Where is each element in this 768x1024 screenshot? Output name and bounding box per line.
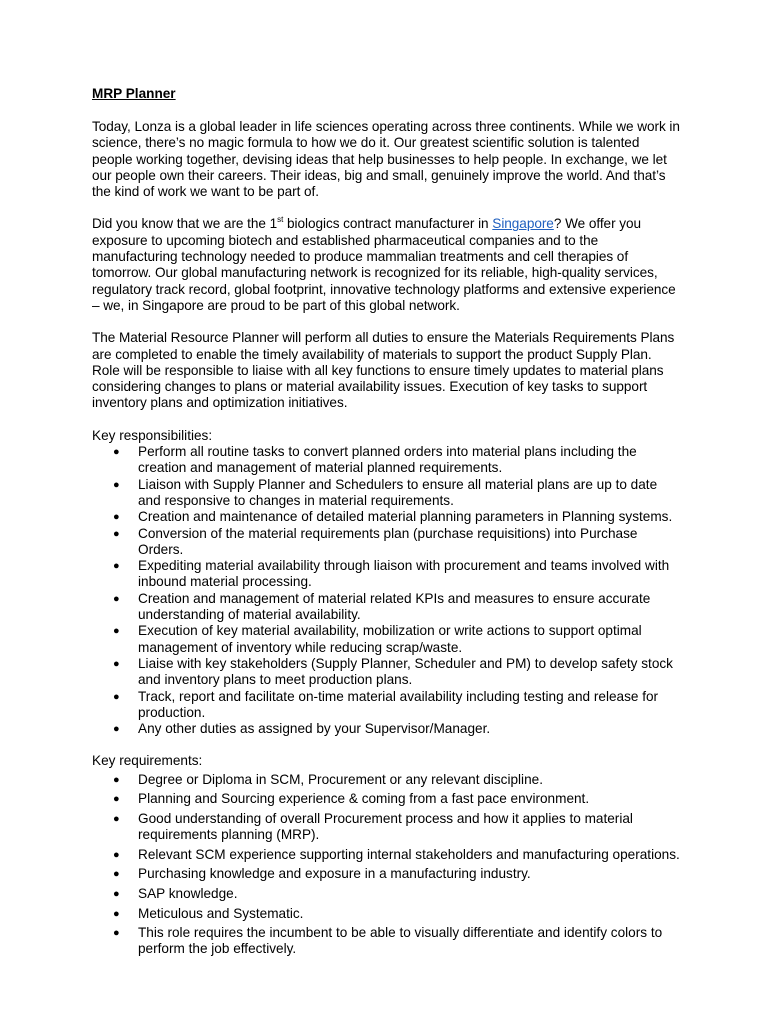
list-item-text: Planning and Sourcing experience & coming from a fast pace environment. bbox=[138, 791, 590, 807]
bullet-icon: ● bbox=[113, 723, 120, 736]
bullet-icon: ● bbox=[113, 848, 120, 861]
bullet-icon: ● bbox=[113, 446, 120, 459]
para2-post: ? We offer you exposure to upcoming biotech and established pharmaceutical companies and to the manufacturing technology needed to produce mammalian treatments and cell therapies of tomorrow. Our global manufacturing network is recognized for its reliable, high-quality services, regulatory track record, global footprint, innovative technology platforms and extensive experience – we, in Singapore are proud to be part of this global network. bbox=[92, 216, 676, 313]
requirements-list bbox=[92, 772, 680, 958]
bullet-icon: ● bbox=[113, 812, 120, 825]
bullet-icon: ● bbox=[113, 592, 120, 605]
list-item-text: Conversion of the material requirements plan (purchase requisitions) into Purchase Orders. bbox=[138, 525, 638, 557]
bullet-icon: ● bbox=[113, 657, 120, 670]
list-item-text: Creation and management of material related KPIs and measures to ensure accurate understanding of material availability. bbox=[138, 590, 651, 623]
list-item-text: Good understanding of overall Procurement process and how it applies to material requirements planning (MRP). bbox=[138, 810, 633, 843]
list-item-text: Purchasing knowledge and exposure in a manufacturing industry. bbox=[138, 866, 531, 882]
list-item bbox=[92, 925, 680, 958]
list-item-text: This role requires the incumbent to be able to visually differentiate and identify colors to perform the job effectively. bbox=[138, 925, 663, 957]
list-item bbox=[92, 721, 680, 737]
list-item bbox=[92, 847, 680, 863]
singapore-link[interactable]: Singapore bbox=[492, 216, 554, 232]
bullet-icon: ● bbox=[113, 793, 120, 806]
page-title: MRP Planner bbox=[92, 86, 176, 101]
list-item-text: Meticulous and Systematic. bbox=[138, 905, 304, 921]
ordinal-suffix: st bbox=[277, 214, 284, 224]
list-item-text: Execution of key material availability, mobilization or write actions to support optimal management of inventory while reducing scrap/waste. bbox=[138, 623, 642, 655]
list-item-text: Degree or Diploma in SCM, Procurement or any relevant discipline. bbox=[138, 771, 543, 787]
para2-pre: Did you know that we are the 1 bbox=[92, 216, 278, 232]
list-item bbox=[92, 526, 680, 559]
singapore-paragraph bbox=[92, 216, 680, 314]
list-item-text: Perform all routine tasks to convert planned orders into material plans including the creation and management of material planned requirements. bbox=[138, 444, 637, 476]
bullet-icon: ● bbox=[113, 690, 120, 703]
list-item bbox=[92, 477, 680, 510]
bullet-icon: ● bbox=[113, 887, 120, 900]
list-item-text: SAP knowledge. bbox=[138, 885, 238, 901]
list-item-text: Track, report and facilitate on-time material availability including testing and release for production. bbox=[138, 688, 659, 720]
list-item bbox=[92, 772, 680, 788]
bullet-icon: ● bbox=[113, 773, 120, 786]
bullet-icon: ● bbox=[113, 625, 120, 638]
list-item-text: Liaison with Supply Planner and Schedulers to ensure all material plans are up to date and responsive to changes in material requirements. bbox=[138, 476, 658, 508]
requirements-heading: Key requirements: bbox=[92, 753, 203, 769]
list-item bbox=[92, 591, 680, 624]
list-item-text: Creation and maintenance of detailed material planning parameters in Planning systems. bbox=[138, 509, 673, 525]
responsibilities-heading: Key responsibilities: bbox=[92, 427, 213, 443]
list-item bbox=[92, 623, 680, 656]
bullet-icon: ● bbox=[113, 511, 120, 524]
list-item bbox=[92, 558, 680, 591]
bullet-icon: ● bbox=[113, 478, 120, 491]
list-item bbox=[92, 509, 680, 525]
bullet-icon: ● bbox=[113, 560, 120, 573]
list-item bbox=[92, 906, 680, 922]
bullet-icon: ● bbox=[113, 527, 120, 540]
list-item-text: Liaise with key stakeholders (Supply Planner, Scheduler and PM) to develop safety stock and inventory plans to meet production plans. bbox=[138, 655, 673, 688]
bullet-icon: ● bbox=[113, 868, 120, 881]
list-item bbox=[92, 811, 680, 844]
list-item-text: Expediting material availability through liaison with procurement and teams involved with inbound material processing. bbox=[138, 558, 670, 590]
role-paragraph: The Material Resource Planner will perform all duties to ensure the Materials Requirements Plans are completed to enable the timely availability of materials to support the product Supply Plan. Role will be responsible to liaise with all key functions to ensure timely updates to material plans considering changes to plans or material availability issues. Execution of key tasks to support inventory plans and optimization initiatives. bbox=[92, 330, 675, 411]
bullet-icon: ● bbox=[113, 907, 120, 920]
list-item bbox=[92, 689, 680, 722]
list-item-text: Any other duties as assigned by your Supervisor/Manager. bbox=[138, 721, 491, 737]
list-item bbox=[92, 791, 680, 807]
list-item bbox=[92, 886, 680, 902]
list-item bbox=[92, 444, 680, 477]
para2-mid: biologics contract manufacturer in bbox=[283, 216, 493, 232]
responsibilities-list bbox=[92, 444, 680, 737]
list-item bbox=[92, 866, 680, 882]
bullet-icon: ● bbox=[113, 927, 120, 940]
intro-paragraph: Today, Lonza is a global leader in life sciences operating across three continents. While we work in science, there’s no magic formula to how we do it. Our greatest scientific solution is talented people working together, devising ideas that help businesses to help people. In exchange, we let our people own their careers. Their ideas, big and small, genuinely improve the world. And that’s the kind of work we want to be part of. bbox=[92, 119, 680, 200]
list-item bbox=[92, 656, 680, 689]
list-item-text: Relevant SCM experience supporting internal stakeholders and manufacturing operations. bbox=[138, 846, 680, 862]
